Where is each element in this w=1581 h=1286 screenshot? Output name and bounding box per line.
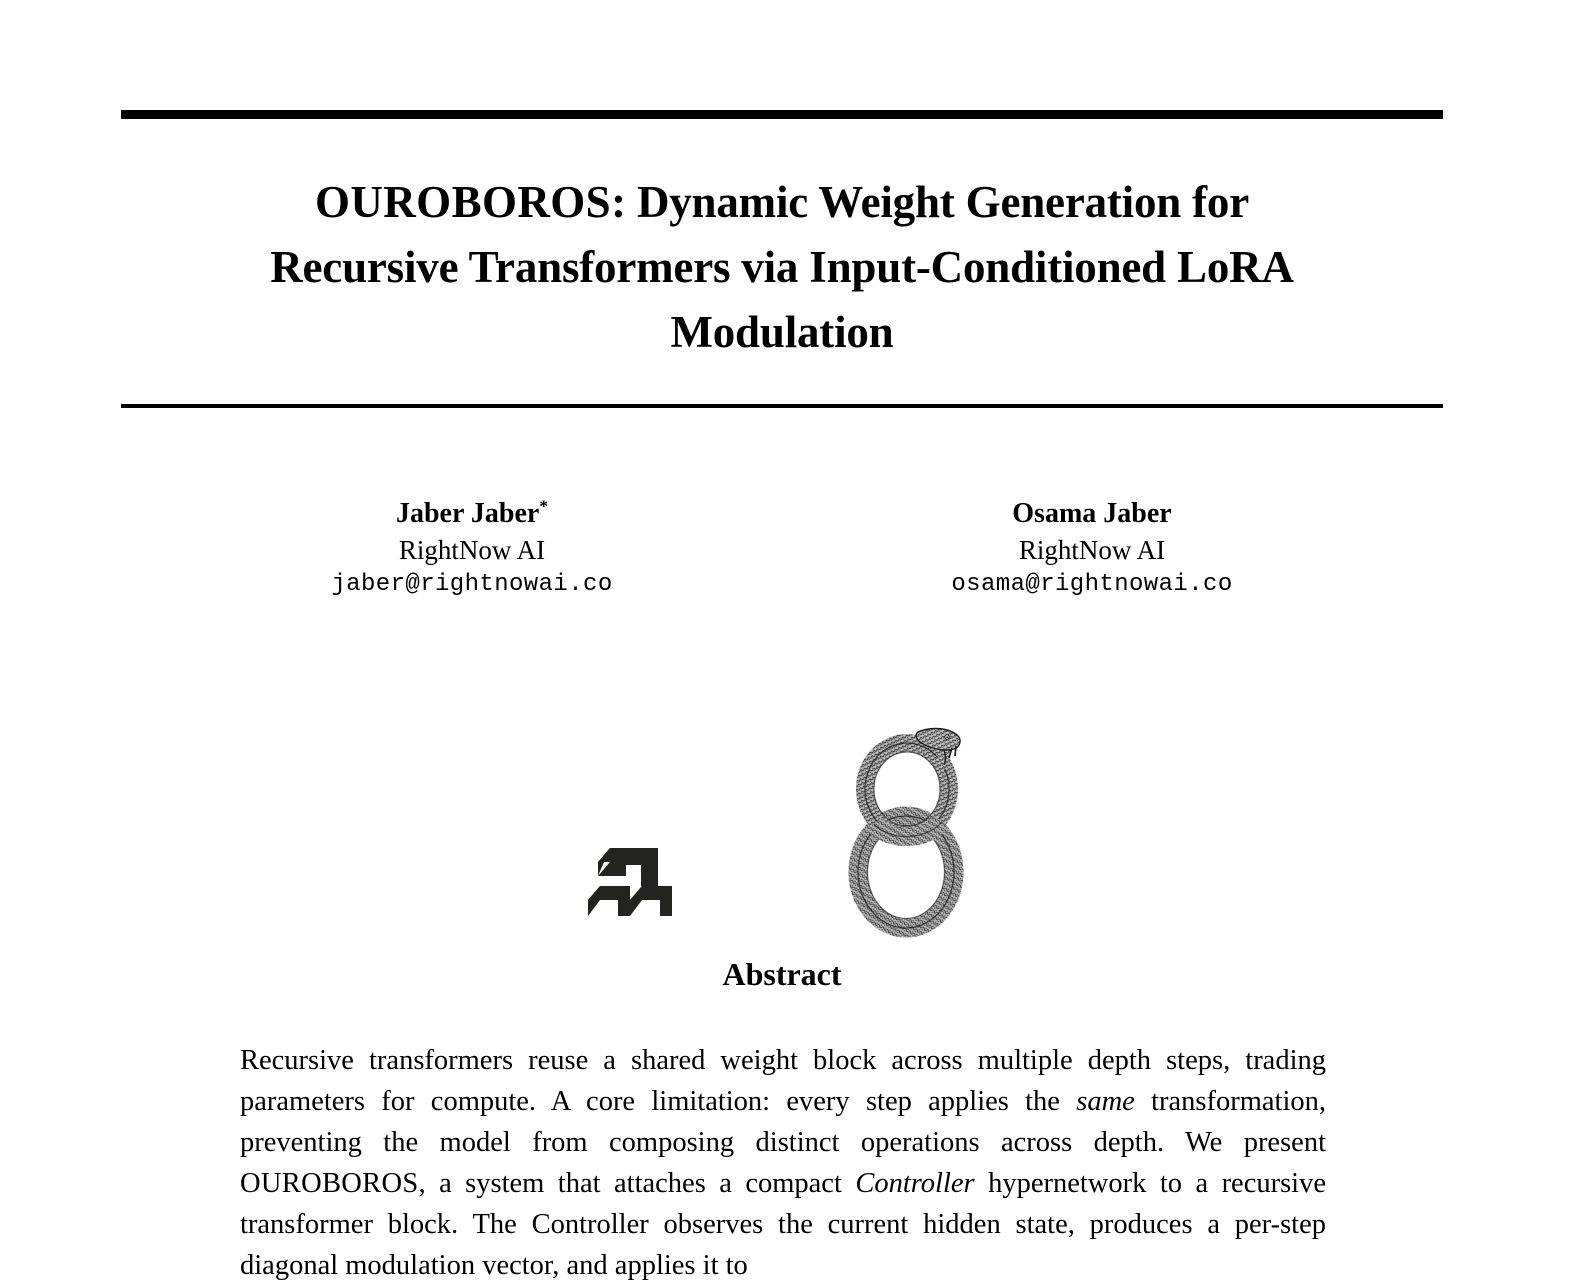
title-rule-bottom <box>121 404 1443 408</box>
ouroboros-snake-logo <box>848 726 968 938</box>
abstract-seg: transformation, preventing the model from composing distinct operations across depth. We present <box>240 1086 1326 1158</box>
rightnow-ai-logo <box>588 838 674 916</box>
abstract-seg: , a system that attaches a compact <box>418 1168 856 1199</box>
abstract-heading: Abstract <box>722 956 842 992</box>
author-entry <box>912 496 1272 602</box>
abstract-seg: hypernetwork to a recursive transformer block. The Controller observes the current hidden state, produces a per-step diagonal modulation vector, and applies it to <box>240 1168 1327 1281</box>
title-line-1-rest: : Dynamic Weight Generation for <box>611 177 1250 227</box>
author-affiliation: RightNow AI <box>398 535 546 565</box>
abstract-seg-smallcaps: OUROBOROS <box>240 1168 419 1199</box>
author-affiliation: RightNow AI <box>1018 535 1166 565</box>
abstract-seg-italic: Controller <box>855 1168 975 1199</box>
title-line-3: Modulation <box>670 307 894 357</box>
logo-row <box>560 700 1000 940</box>
author-name-text: Jaber Jaber <box>395 498 540 529</box>
title-smallcaps-token: OUROBOROS <box>314 177 612 227</box>
title-line-2: Recursive Transformers via Input-Conditioned LoRA <box>270 242 1294 292</box>
author-footnote-marker: * <box>539 496 549 516</box>
abstract-paragraph <box>240 1040 1326 1286</box>
author-email[interactable]: jaber@rightnowai.co <box>331 571 613 598</box>
author-name <box>912 496 1272 532</box>
abstract-seg-italic: same <box>1076 1086 1135 1117</box>
author-block <box>121 496 1443 602</box>
author-entry <box>292 496 652 602</box>
abstract-seg: Recursive transformers reuse a shared weight block across multiple depth steps, trading parameters for compute. A core limitation: every step applies the <box>240 1045 1326 1117</box>
abstract-body <box>240 1040 1326 1286</box>
author-email[interactable]: osama@rightnowai.co <box>951 571 1233 598</box>
title-line-1 <box>121 170 1443 235</box>
author-name-text: Osama Jaber <box>1012 498 1172 529</box>
author-name <box>292 496 652 532</box>
title-rule-top <box>121 110 1443 119</box>
page-title <box>121 170 1443 365</box>
